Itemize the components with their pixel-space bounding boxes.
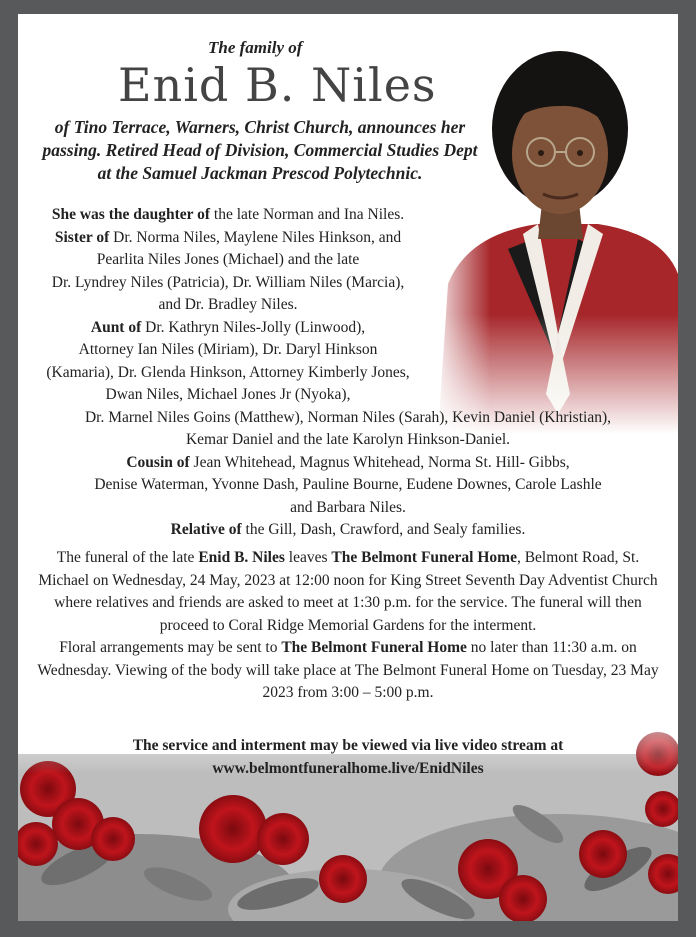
aunt-line-4: Dwan Niles, Michael Jones Jr (Nyoka), [105, 386, 351, 403]
sister-line-4: and Dr. Bradley Niles. [158, 296, 298, 313]
livestream-url[interactable]: www.belmontfuneralhome.live/EnidNiles [212, 759, 484, 777]
announcement-text: of Tino Terrace, Warners, Christ Church, announces her passing. Retired Head of Division, Commercial Studies Dept at the Samuel Jackman Prescod Polytechnic. [42, 117, 478, 183]
roses-image [18, 694, 678, 921]
intro-line: The family of [208, 38, 303, 57]
aunt-line-6: Kemar Daniel and the late Karolyn Hinkson-Daniel. [185, 431, 511, 448]
funeral-paragraph: The funeral of the late Enid B. Niles leaves The Belmont Funeral Home, Belmont Road, St. Michael on Wednesday, 24 May, 2023 at 12:00 noon for King Street Seventh Day Adventist Church where relatives and friends are asked to meet at 1:30 p.m. for the service. The funeral will then proceed to Coral Ridge Memorial Gardens for the interment. [38, 549, 658, 634]
floral-paragraph: Floral arrangements may be sent to The Belmont Funeral Home no later than 11:30 a.m. on Wednesday. Viewing of the body will take place at The Belmont Funeral Home on Tuesday, 23 May 2023 from 3:00 – 5:00 p.m. [37, 639, 659, 701]
aunt-line-2: Attorney Ian Niles (Miriam), Dr. Daryl Hinkson [78, 341, 378, 358]
cousin-line: Cousin of Jean Whitehead, Magnus Whitehead, Norma St. Hill- Gibbs, [126, 453, 570, 471]
aunt-line-5: Dr. Marnel Niles Goins (Matthew), Norman Niles (Sarah), Kevin Daniel (Khristian), [84, 408, 611, 426]
aunt-line-3: (Kamaria), Dr. Glenda Hinkson, Attorney Kimberly Jones, [46, 363, 410, 381]
cousin-line-3: and Barbara Niles. [290, 498, 406, 516]
daughter-line: She was the daughter of the late Norman and Ina Niles. [51, 206, 405, 223]
obituary-card [18, 14, 678, 921]
sister-line: Sister of Dr. Norma Niles, Maylene Niles Hinkson, and [54, 228, 402, 246]
relative-line: Relative of the Gill, Dash, Crawford, and Sealy families. [170, 521, 526, 538]
family-section [18, 204, 678, 542]
deceased-name: Enid B. Niles [118, 58, 437, 112]
funeral-details [32, 547, 664, 705]
livestream-text: The service and interment may be viewed via live video stream at [132, 737, 564, 754]
cousin-line-2: Denise Waterman, Yvonne Dash, Pauline Bourne, Eudene Downes, Carole Lashle [94, 476, 602, 493]
sister-line-3: Dr. Lyndrey Niles (Patricia), Dr. William Niles (Marcia), [51, 273, 405, 291]
livestream-notice [32, 735, 664, 780]
aunt-line: Aunt of Dr. Kathryn Niles-Jolly (Linwood), [90, 318, 366, 336]
sister-line-2: Pearlita Niles Jones (Michael) and the late [96, 251, 360, 268]
